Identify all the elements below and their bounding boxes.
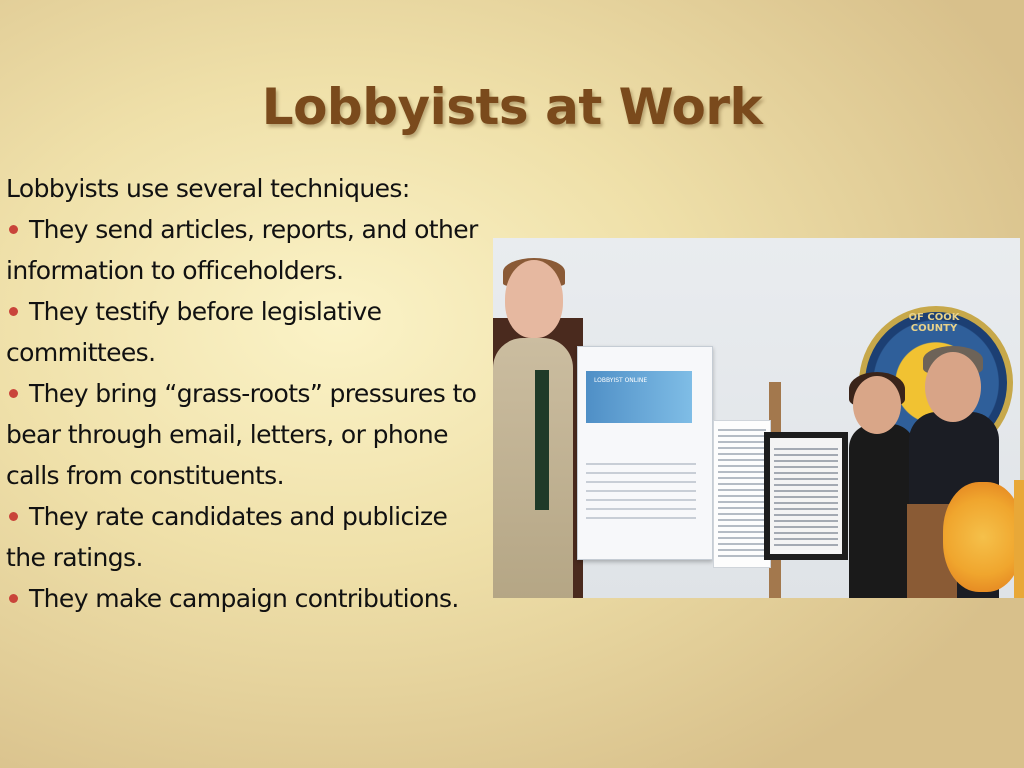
poster-lines bbox=[586, 463, 696, 523]
person-left-head bbox=[505, 260, 563, 338]
bullet-text: They bring “grass-roots” pressures to bear through email, letters, or phone calls from constituents. bbox=[6, 379, 477, 490]
sun-sculpture-icon bbox=[943, 482, 1020, 592]
person-left bbox=[493, 338, 573, 598]
bullet-item-3 bbox=[6, 373, 492, 496]
seal-text: OF COOK COUNTY bbox=[908, 312, 960, 334]
poster-board bbox=[577, 346, 713, 560]
bullet-item-1 bbox=[6, 209, 492, 291]
poster-label: LOBBYIST ONLINE bbox=[594, 377, 648, 384]
person-left-tie bbox=[535, 370, 549, 510]
bullet-dot-icon bbox=[9, 389, 18, 398]
poster-lines bbox=[718, 429, 766, 559]
person-middle bbox=[849, 424, 915, 598]
bullet-dot-icon bbox=[9, 307, 18, 316]
bullet-text: They make campaign contributions. bbox=[29, 584, 459, 613]
bullet-text: They send articles, reports, and other information to officeholders. bbox=[6, 215, 478, 285]
bullet-dot-icon bbox=[9, 225, 18, 234]
slide-title: Lobbyists at Work bbox=[261, 78, 763, 136]
bullet-item-2 bbox=[6, 291, 492, 373]
slide-body bbox=[6, 168, 492, 619]
bullet-text: They rate candidates and publicize the ratings. bbox=[6, 502, 448, 572]
person-right-head bbox=[925, 352, 981, 422]
intro-text: Lobbyists use several techniques: bbox=[6, 174, 410, 203]
press-conference-photo bbox=[493, 238, 1020, 598]
bullet-item-4 bbox=[6, 496, 492, 578]
bullet-dot-icon bbox=[9, 512, 18, 521]
poster-board-secondary bbox=[713, 420, 771, 568]
sun-sculpture-edge bbox=[1014, 480, 1024, 598]
bullet-item-5 bbox=[6, 578, 492, 619]
bullet-dot-icon bbox=[9, 594, 18, 603]
framed-document-lines bbox=[774, 448, 838, 548]
bullet-text: They testify before legislative committees. bbox=[6, 297, 382, 367]
framed-document bbox=[764, 432, 848, 560]
person-middle-head bbox=[853, 376, 901, 434]
